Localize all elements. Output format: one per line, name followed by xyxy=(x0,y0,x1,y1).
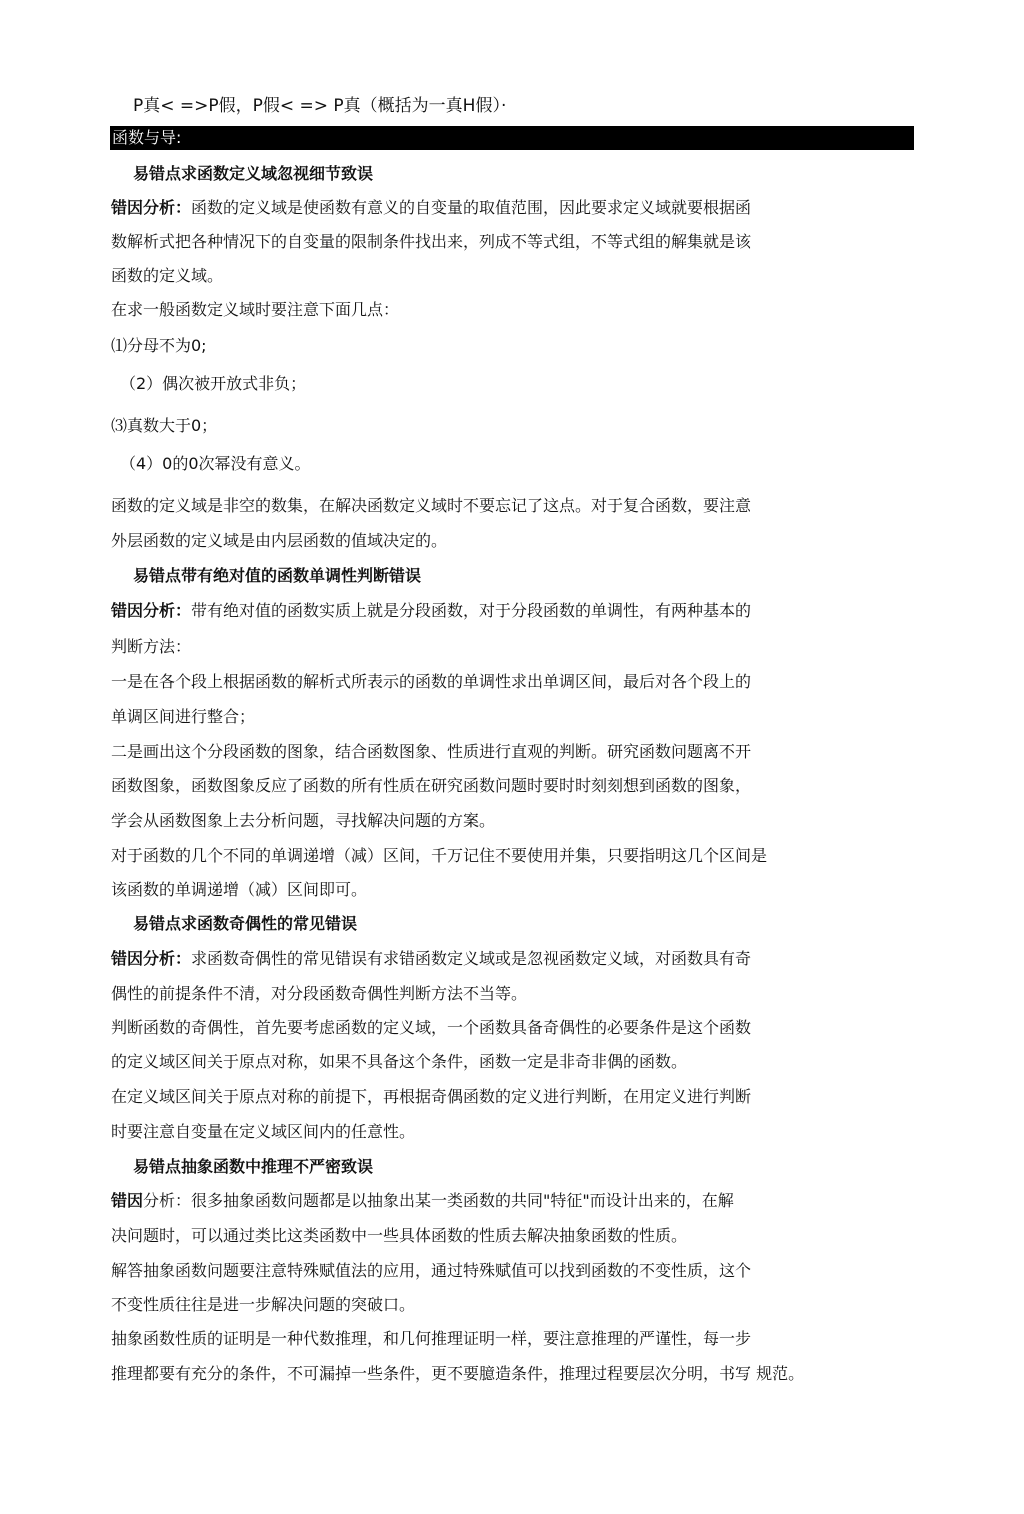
paragraph-line xyxy=(111,601,751,621)
paragraph-line: 对于函数的几个不同的单调递增（减）区间，千万记住不要使用并集，只要指明这几个区间是 xyxy=(111,846,768,865)
paragraph-line: 函数的定义域。 xyxy=(111,266,224,285)
paragraph-line: 外层函数的定义域是由内层函数的值域决定的。 xyxy=(111,531,448,550)
paragraph-line: 函数的定义域是非空的数集，在解决函数定义域时不要忘记了这点。对于复合函数，要注意 xyxy=(111,496,752,515)
list-item: （2）偶次被开放式非负； xyxy=(120,374,307,393)
list-item: ⑴分母不为0; xyxy=(111,336,207,355)
paragraph-line xyxy=(111,1191,734,1211)
text: 求函数奇偶性的常见错误有求错函数定义域或是忽视函数定义域，对函数具有奇 xyxy=(191,949,752,968)
paragraph-line: 在定义域区间关于原点对称的前提下，再根据奇偶函数的定义进行判断，在用定义进行判断 xyxy=(111,1087,752,1106)
paragraph-line: 抽象函数性质的证明是一种代数推理，和几何推理证明一样，要注意推理的严谨性，每一步 xyxy=(111,1329,752,1348)
intro-line: P真< =>P假，P假< => P真（概括为一真H假）· xyxy=(133,96,507,116)
paragraph-line: 判断函数的奇偶性，首先要考虑函数的定义域，一个函数具备奇偶性的必要条件是这个函数 xyxy=(111,1018,752,1037)
paragraph-line: 时要注意自变量在定义域区间内的任意性。 xyxy=(111,1122,416,1141)
list-item: （4）0的0次幂没有意义。 xyxy=(120,454,311,473)
text: 分析：很多抽象函数问题都是以抽象出某一类函数的共同"特征"而设计出来的，在解 xyxy=(143,1191,734,1210)
section-bar: 函数与导: xyxy=(110,126,914,150)
paragraph-line: 解答抽象函数问题要注意特殊赋值法的应用，通过特殊赋值可以找到函数的不变性质，这个 xyxy=(111,1261,752,1280)
paragraph-line: 决问题时，可以通过类比这类函数中一些具体函数的性质去解决抽象函数的性质。 xyxy=(111,1226,688,1245)
paragraph-line: 该函数的单调递增（减）区间即可。 xyxy=(111,880,368,899)
paragraph-line: 单调区间进行整合； xyxy=(111,707,256,726)
paragraph-line: 数解析式把各种情况下的自变量的限制条件找出来，列成不等式组，不等式组的解集就是该 xyxy=(111,232,752,251)
paragraph-line: 函数图象，函数图象反应了函数的所有性质在研究函数问题时要时时刻刻想到函数的图象， xyxy=(111,776,752,795)
reason-label: 错因分析： xyxy=(111,949,192,968)
paragraph-line: 推理都要有充分的条件，不可漏掉一些条件，更不要臆造条件，推理过程要层次分明，书写 规范。 xyxy=(111,1364,805,1383)
paragraph-line: 判断方法： xyxy=(111,637,192,656)
paragraph-line: 偶性的前提条件不清，对分段函数奇偶性判断方法不当等。 xyxy=(111,984,528,1003)
paragraph-line: 一是在各个段上根据函数的解析式所表示的函数的单调性求出单调区间，最后对各个段上的 xyxy=(111,672,752,691)
list-item: ⑶真数大于0； xyxy=(111,416,218,435)
paragraph-line xyxy=(111,198,751,218)
reason-label: 错因 xyxy=(111,1191,144,1210)
reason-label: 错因分析： xyxy=(111,198,192,217)
paragraph-line: 在求一般函数定义域时要注意下面几点： xyxy=(111,300,400,319)
paragraph-line: 学会从函数图象上去分析问题，寻找解决问题的方案。 xyxy=(111,811,496,830)
reason-label: 错因分析： xyxy=(111,601,192,620)
paragraph-line: 不变性质往往是进一步解决问题的突破口。 xyxy=(111,1295,416,1314)
text: 函数的定义域是使函数有意义的自变量的取值范围，因此要求定义域就要根据函 xyxy=(191,198,752,217)
paragraph-line xyxy=(111,949,751,969)
heading-parity-errors: 易错点求函数奇偶性的常见错误 xyxy=(133,914,358,933)
paragraph-line: 的定义域区间关于原点对称，如果不具备这个条件，函数一定是非奇非偶的函数。 xyxy=(111,1052,688,1071)
paragraph-line: 二是画出这个分段函数的图象，结合函数图象、性质进行直观的判断。研究函数问题离不开 xyxy=(111,742,752,761)
text: 带有绝对值的函数实质上就是分段函数，对于分段函数的单调性，有两种基本的 xyxy=(191,601,752,620)
heading-monotonicity-errors: 易错点带有绝对值的函数单调性判断错误 xyxy=(133,566,422,585)
heading-domain-errors: 易错点求函数定义域忽视细节致误 xyxy=(133,164,374,183)
heading-abstract-function-errors: 易错点抽象函数中推理不严密致误 xyxy=(133,1157,374,1176)
